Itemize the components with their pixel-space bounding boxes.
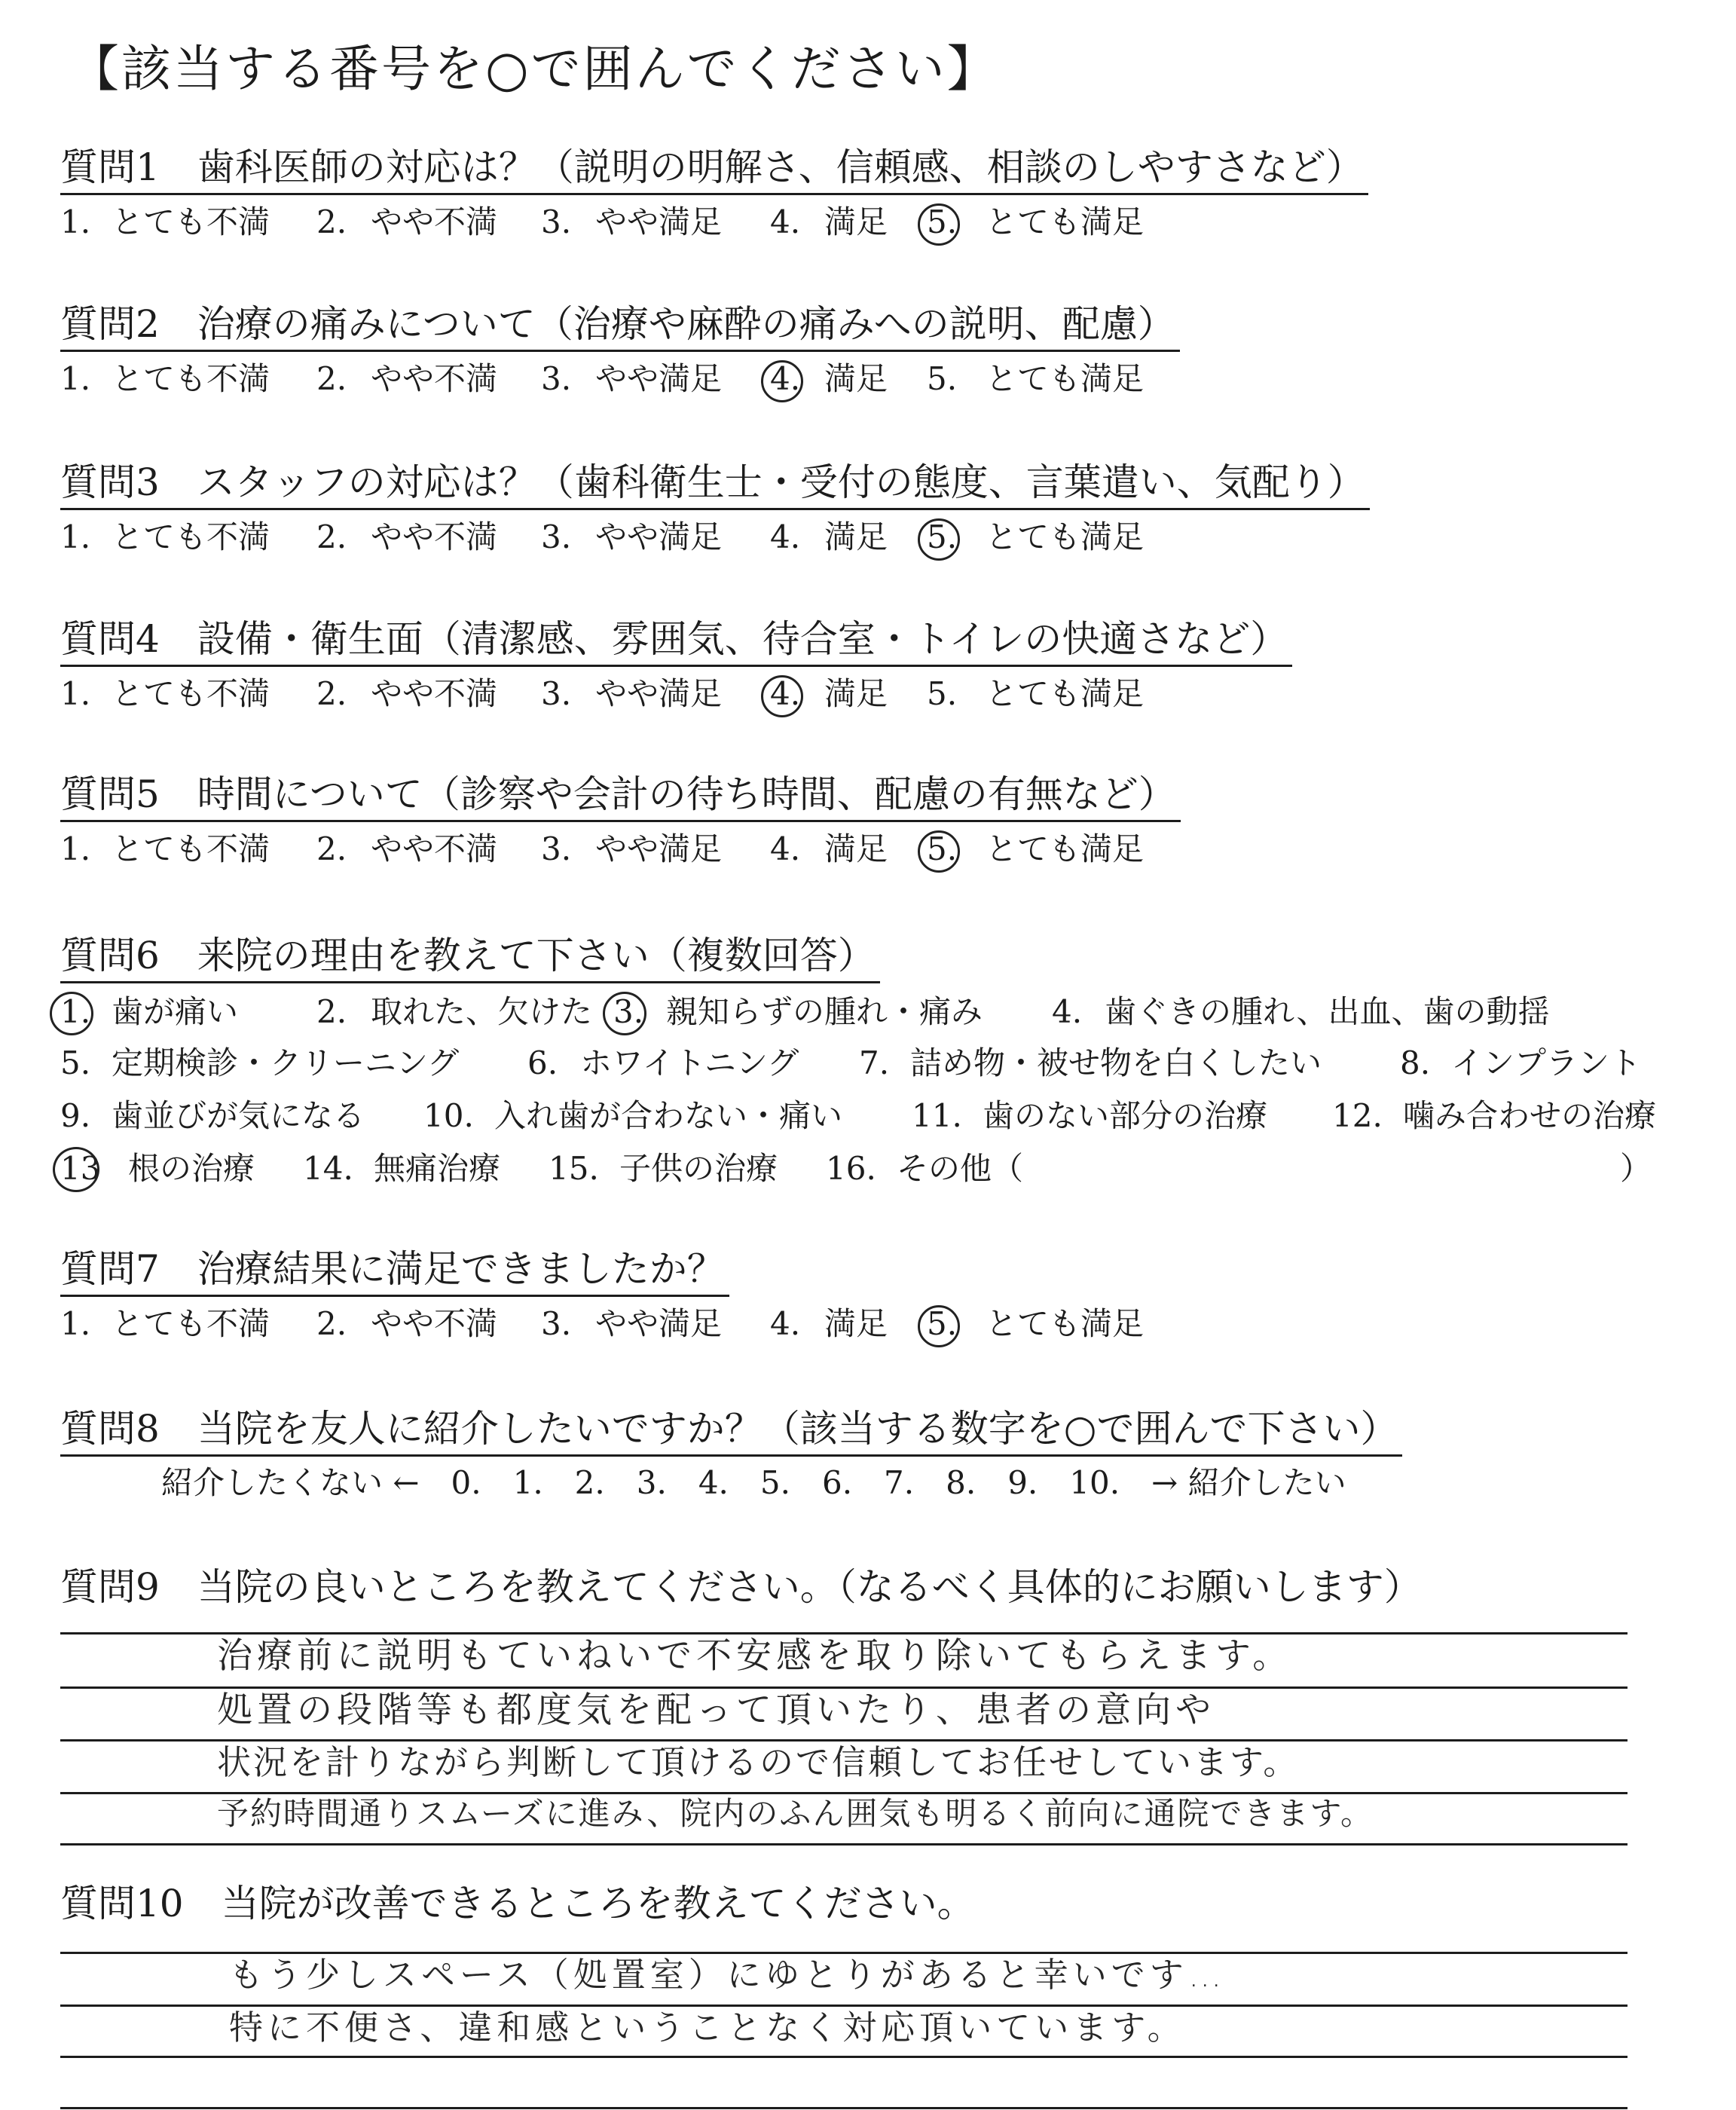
- q2-option-2-number: 2.: [316, 360, 347, 397]
- question-5-title: 質問5 時間について（診察や会計の待ち時間、配慮の有無など）: [60, 772, 1181, 822]
- q7-selected-circle: [918, 1305, 960, 1347]
- q5-option-4-number: 4.: [770, 830, 801, 867]
- q6-reason-5-number: 5.: [60, 1044, 91, 1081]
- q7-option-5-label: とても満足: [986, 1305, 1145, 1342]
- question-3-title: 質問3 スタッフの対応は？（歯科衛生士・受付の態度、言葉遣い、気配り）: [60, 460, 1370, 510]
- q9-answer-line: [60, 1739, 1628, 1742]
- q6-reason-7-number: 7.: [859, 1044, 890, 1081]
- q10-answer-line: [60, 2056, 1628, 2058]
- q6-reason-6-label: ホワイトニング: [580, 1044, 799, 1081]
- q9-handwritten-answer-line-3: 状況を計りながら判断して頂けるので信頼してお任せしています。: [217, 1742, 1300, 1782]
- q6-reason-15-number: 15.: [549, 1150, 599, 1187]
- q3-option-2-label: やや不満: [371, 518, 498, 555]
- q6-reason-12-number: 12.: [1332, 1097, 1383, 1134]
- q5-option-4-label: 満足: [824, 830, 888, 867]
- q5-option-3-label: やや満足: [595, 830, 723, 867]
- q1-option-3-label: やや満足: [595, 203, 723, 240]
- q10-handwritten-answer-line-2: 特に不便さ、違和感ということなく対応頂いています。: [229, 2008, 1186, 2047]
- q3-option-5-label: とても満足: [986, 518, 1145, 555]
- q1-option-4-label: 満足: [824, 203, 888, 240]
- q1-option-1-number: 1.: [60, 203, 91, 240]
- q9-answer-line: [60, 1792, 1628, 1794]
- q9-handwritten-answer-line-1: 治療前に説明もていねいで不安感を取り除いてもらえます。: [217, 1635, 1293, 1677]
- q1-option-2-label: やや不満: [371, 203, 498, 240]
- q7-option-2-number: 2.: [316, 1305, 347, 1342]
- q2-selected-circle: [761, 360, 803, 402]
- q3-selected-circle: [918, 518, 960, 561]
- q6-reason-8-number: 8.: [1400, 1044, 1431, 1081]
- q6-reason-10-number: 10.: [423, 1097, 474, 1134]
- q9-answer-line: [60, 1686, 1628, 1689]
- q6-reason-4-label: 歯ぐきの腫れ、出血、歯の動揺: [1105, 993, 1550, 1030]
- q1-option-1-label: とても不満: [112, 203, 270, 240]
- q2-option-4-number: 4.: [770, 360, 801, 397]
- q6-reason-3-label: 親知らずの腫れ・痛み: [666, 993, 983, 1030]
- q4-option-4-label: 満足: [824, 675, 888, 712]
- q9-handwritten-answer-line-2: 処置の段階等も都度気を配って頂いたり、患者の意向や: [217, 1690, 1215, 1731]
- q5-option-3-number: 3.: [541, 830, 572, 867]
- q1-option-4-number: 4.: [770, 203, 801, 240]
- q4-option-2-number: 2.: [316, 675, 347, 712]
- q8-recommendation-scale: 紹介したくない ← 0. 1. 2. 3. 4. 5. 6. 7. 8. 9. 10. → 紹介したい: [161, 1464, 1346, 1501]
- q4-option-1-number: 1.: [60, 675, 91, 712]
- q7-option-2-label: やや不満: [371, 1305, 498, 1342]
- q4-option-5-number: 5.: [927, 675, 958, 712]
- q6-reason-1-label: 歯が痛い: [112, 993, 239, 1030]
- q9-answer-line: [60, 1843, 1628, 1845]
- question-1-title: 質問1 歯科医師の対応は？（説明の明解さ、信頼感、相談のしやすさなど）: [60, 145, 1368, 195]
- q5-option-5-number: 5.: [927, 830, 958, 867]
- q4-option-2-label: やや不満: [371, 675, 498, 712]
- q10-answer-line: [60, 2004, 1628, 2007]
- q5-option-1-label: とても不満: [112, 830, 270, 867]
- q5-option-2-number: 2.: [316, 830, 347, 867]
- q6-reason-3-selected-circle: [603, 992, 646, 1035]
- q6-reason-15-label: 子供の治療: [619, 1150, 778, 1187]
- question-9-title: 質問9 当院の良いところを教えてください。（なるべく具体的にお願いします）: [60, 1565, 1422, 1609]
- q4-option-4-number: 4.: [770, 675, 801, 712]
- q6-reason-2-number: 2.: [316, 993, 347, 1030]
- q6-reason-11-label: 歯のない部分の治療: [983, 1097, 1268, 1134]
- q6-reason-4-number: 4.: [1052, 993, 1083, 1030]
- q1-option-5-number: 5.: [927, 203, 958, 240]
- q7-option-3-number: 3.: [541, 1305, 572, 1342]
- q2-option-1-label: とても不満: [112, 360, 270, 397]
- q6-reason-2-label: 取れた、欠けた: [371, 993, 593, 1030]
- instruction-heading: 【該当する番号を○で囲んでください】: [69, 40, 999, 98]
- q6-reason-1-number: 1.: [60, 993, 91, 1030]
- question-6-title: 質問6 来院の理由を教えて下さい（複数回答）: [60, 933, 880, 983]
- question-2-title: 質問2 治療の痛みについて（治療や麻酔の痛みへの説明、配慮）: [60, 301, 1180, 352]
- q6-reason-9-number: 9.: [60, 1097, 91, 1134]
- q7-option-3-label: やや満足: [595, 1305, 723, 1342]
- q10-answer-line: [60, 1952, 1628, 1954]
- q1-selected-circle: [918, 203, 960, 246]
- q3-option-1-number: 1.: [60, 518, 91, 555]
- q5-selected-circle: [918, 830, 960, 873]
- q3-option-4-label: 満足: [824, 518, 888, 555]
- q4-selected-circle: [761, 675, 803, 717]
- q1-option-2-number: 2.: [316, 203, 347, 240]
- q3-option-1-label: とても不満: [112, 518, 270, 555]
- q6-reason-1-selected-circle: [50, 992, 93, 1035]
- q7-option-5-number: 5.: [927, 1305, 958, 1342]
- q2-option-3-number: 3.: [541, 360, 572, 397]
- q4-option-1-label: とても不満: [112, 675, 270, 712]
- q6-other-closing-paren: ）: [1620, 1150, 1652, 1187]
- q6-reason-8-label: インプラント: [1451, 1044, 1642, 1081]
- q9-answer-line: [60, 1632, 1628, 1634]
- q6-reason-10-label: 入れ歯が合わない・痛い: [494, 1097, 843, 1134]
- q6-reason-5-label: 定期検診・クリーニング: [112, 1044, 460, 1081]
- q3-option-3-number: 3.: [541, 518, 572, 555]
- q3-option-2-number: 2.: [316, 518, 347, 555]
- q2-option-4-label: 満足: [824, 360, 888, 397]
- q7-option-1-number: 1.: [60, 1305, 91, 1342]
- q1-option-5-label: とても満足: [986, 203, 1145, 240]
- q9-handwritten-answer-line-4: 予約時間通りスムーズに進み、院内のふん囲気も明るく前向に通院できます。: [217, 1795, 1374, 1832]
- q7-option-4-label: 満足: [824, 1305, 888, 1342]
- q6-reason-14-label: 無痛治療: [374, 1150, 501, 1187]
- q7-option-1-label: とても不満: [112, 1305, 270, 1342]
- q6-reason-13-selected-circle: [53, 1147, 99, 1192]
- q2-option-2-label: やや不満: [371, 360, 498, 397]
- question-8-title: 質問8 当院を友人に紹介したいですか？（該当する数字を○で囲んで下さい）: [60, 1406, 1402, 1457]
- q6-reason-14-number: 14.: [303, 1150, 353, 1187]
- q6-reason-7-label: 詰め物・被せ物を白くしたい: [910, 1044, 1322, 1081]
- question-4-title: 質問4 設備・衛生面（清潔感、雰囲気、待合室・トイレの快適さなど）: [60, 616, 1292, 667]
- q3-option-5-number: 5.: [927, 518, 958, 555]
- q4-option-3-number: 3.: [541, 675, 572, 712]
- q6-reason-13-label: 根の治療: [128, 1150, 255, 1187]
- q6-reason-6-number: 6.: [527, 1044, 558, 1081]
- q6-reason-16-number: 16.: [826, 1150, 876, 1187]
- q5-option-1-number: 1.: [60, 830, 91, 867]
- question-7-title: 質問7 治療結果に満足できましたか？: [60, 1246, 729, 1297]
- q10-handwritten-answer-line-1: もう少しスペース（処置室）にゆとりがあると幸いです…: [229, 1955, 1227, 1995]
- q2-option-1-number: 1.: [60, 360, 91, 397]
- q4-option-3-label: やや満足: [595, 675, 723, 712]
- q6-reason-12-label: 噛み合わせの治療: [1403, 1097, 1657, 1134]
- q2-option-5-label: とても満足: [986, 360, 1145, 397]
- q7-option-4-number: 4.: [770, 1305, 801, 1342]
- q6-reason-3-number: 3.: [613, 993, 644, 1030]
- q3-option-3-label: やや満足: [595, 518, 723, 555]
- q4-option-5-label: とても満足: [986, 675, 1145, 712]
- q2-option-5-number: 5.: [927, 360, 958, 397]
- q5-option-5-label: とても満足: [986, 830, 1145, 867]
- q6-reason-13-number: 13: [60, 1150, 101, 1187]
- q6-reason-9-label: 歯並びが気になる: [112, 1097, 365, 1134]
- q10-answer-line: [60, 2107, 1628, 2109]
- q5-option-2-label: やや不満: [371, 830, 498, 867]
- q2-option-3-label: やや満足: [595, 360, 723, 397]
- q6-reason-16-label: その他（: [897, 1150, 1024, 1187]
- question-10-title: 質問10 当院が改善できるところを教えてください。: [60, 1882, 975, 1925]
- q3-option-4-number: 4.: [770, 518, 801, 555]
- q6-reason-11-number: 11.: [912, 1097, 962, 1134]
- q1-option-3-number: 3.: [541, 203, 572, 240]
